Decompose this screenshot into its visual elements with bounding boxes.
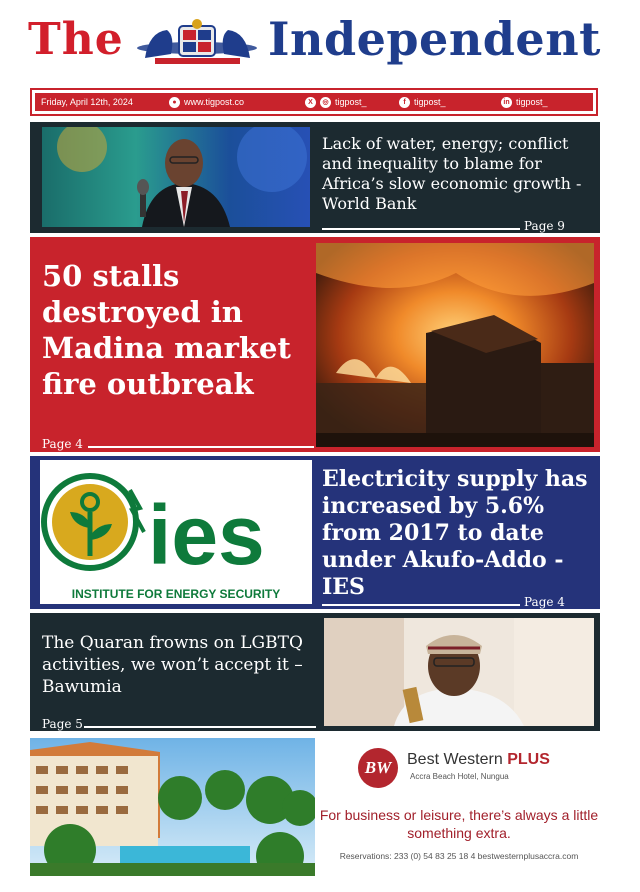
ad-brand-text: Best Western [407, 751, 503, 768]
masthead-title-the: The [28, 14, 124, 65]
story-2-page-label[interactable]: Page 4 [42, 437, 83, 451]
market-fire-photo [316, 243, 594, 447]
best-western-logo: BW [358, 748, 398, 788]
ad-brand-plus: PLUS [507, 751, 550, 768]
website-link[interactable] [169, 93, 244, 111]
website-text: www.tigpost.co [184, 97, 245, 107]
social-linkedin[interactable] [501, 93, 548, 111]
linkedin-icon: in [501, 97, 512, 108]
story-2-headline[interactable]: 50 stalls destroyed in Madina market fire outbreak [42, 259, 291, 401]
social-handle-3: tigpost_ [516, 97, 548, 107]
story-1-page-label[interactable]: Page 9 [524, 219, 565, 233]
story-1-page-rule [322, 228, 520, 230]
social-handle-1: tigpost_ [335, 97, 367, 107]
ad-location: Accra Beach Hotel, Nungua [410, 772, 509, 781]
bawumia-photo [324, 618, 594, 726]
story-3-page-rule [322, 604, 520, 606]
world-bank-speaker-photo [42, 127, 310, 227]
coat-of-arms-icon [135, 18, 260, 68]
ies-logo [40, 460, 312, 604]
info-bar [30, 88, 598, 116]
social-x-instagram[interactable] [305, 93, 367, 111]
ad-reservations[interactable]: Reservations: 233 (0) 54 83 25 18 4 bestwesternplusaccra.com [339, 851, 579, 861]
instagram-icon: ◎ [320, 97, 331, 108]
globe-icon: ● [169, 97, 180, 108]
story-4-page-rule [84, 726, 316, 728]
story-3-page-label[interactable]: Page 4 [524, 595, 565, 609]
ies-logo-text: ies [148, 488, 265, 582]
story-3-headline[interactable]: Electricity supply has increased by 5.6% from 2017 to date under Akufo-Addo - IES [322, 466, 588, 600]
hotel-resort-photo [30, 738, 315, 876]
masthead-title-independent: Independent [268, 12, 601, 66]
publication-date: Friday, April 12th, 2024 [41, 97, 133, 107]
story-4-page-label[interactable]: Page 5 [42, 717, 83, 731]
story-2-page-rule [88, 446, 314, 448]
story-4-headline[interactable]: The Quaran frowns on LGBTQ activities, we won’t accept it – Bawumia [42, 633, 303, 697]
social-facebook[interactable] [399, 93, 446, 111]
x-icon: X [305, 97, 316, 108]
facebook-icon: f [399, 97, 410, 108]
ad-tagline: For business or leisure, there’s always a little something extra. [319, 807, 599, 841]
story-1-headline[interactable]: Lack of water, energy; conflict and inequality to blame for Africa’s slow economic growth - World Bank [322, 134, 582, 213]
ies-logo-caption: INSTITUTE FOR ENERGY SECURITY [71, 587, 281, 601]
ad-brand-name [407, 751, 550, 769]
social-handle-2: tigpost_ [414, 97, 446, 107]
